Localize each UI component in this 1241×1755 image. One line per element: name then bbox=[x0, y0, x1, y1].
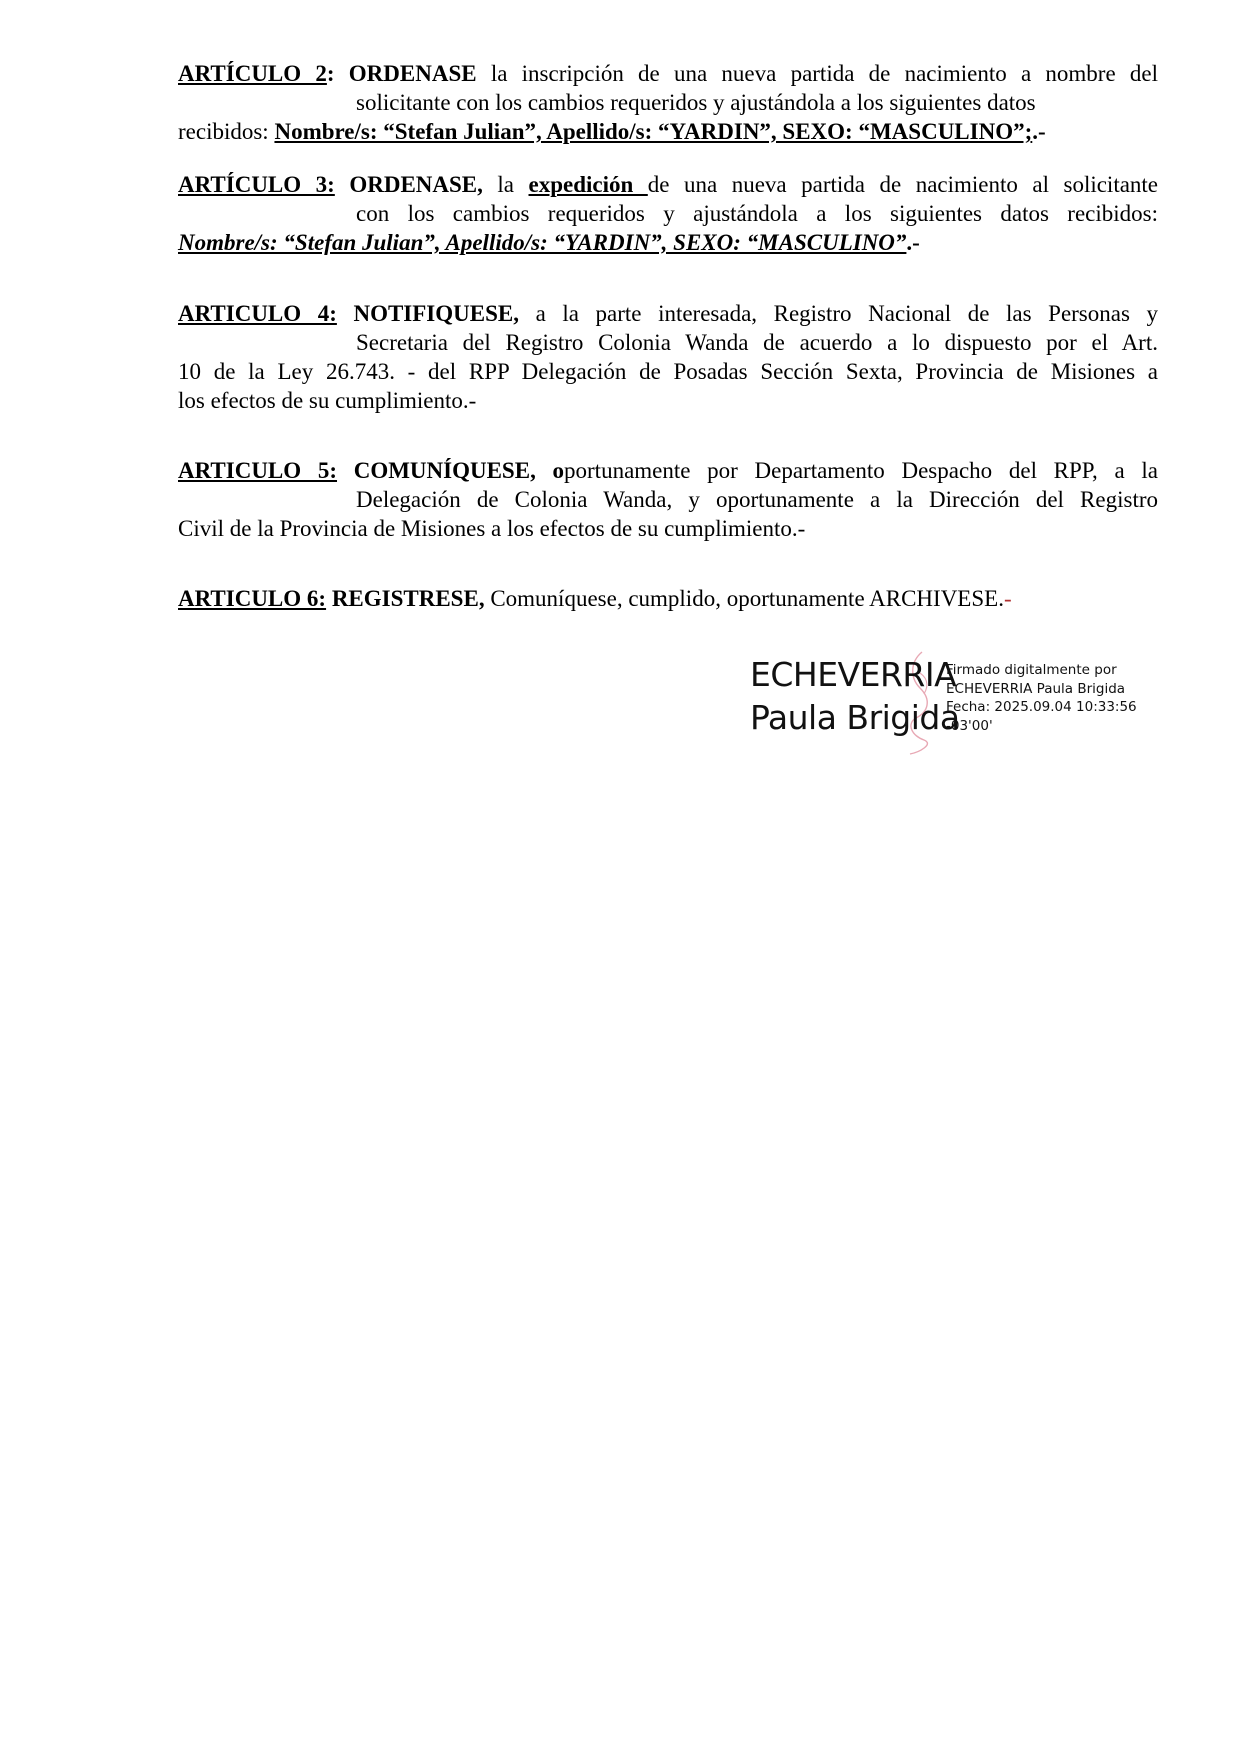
article-2-heading: ARTÍCULO 2 bbox=[178, 61, 327, 86]
article-3-verb: ORDENASE, bbox=[334, 172, 483, 197]
article-5 bbox=[178, 456, 1158, 543]
article-4-line-4: los efectos de su cumplimiento.- bbox=[178, 388, 477, 413]
article-6 bbox=[178, 584, 1158, 613]
article-5-line-3: Civil de la Provincia de Misiones a los efectos de su cumplimiento.- bbox=[178, 516, 806, 541]
article-5-heading: ARTICULO 5: bbox=[178, 458, 338, 483]
article-6-heading: ARTICULO 6: bbox=[178, 586, 327, 611]
signature-metadata bbox=[946, 661, 1137, 735]
article-2-verb: ORDENASE bbox=[334, 61, 477, 86]
article-2-line-3: recibidos: Nombre/s: “Stefan Julian”, Apellido/s: “YARDIN”, SEXO: “MASCULINO”;.- bbox=[178, 119, 1046, 144]
article-4-line-2: Secretaria del Registro Colonia Wanda de acuerdo a lo dispuesto por el Art. bbox=[356, 330, 1158, 355]
signature-meta-line-1: Firmado digitalmente por bbox=[946, 662, 1117, 678]
signature-meta-line-4: -03'00' bbox=[946, 717, 993, 734]
article-3-line-2: con los cambios requeridos y ajustándola a los siguientes datos recibidos: bbox=[356, 201, 1158, 226]
article-3-line-1: ARTÍCULO 3: ORDENASE, la expedición de una nueva partida de nacimiento al solicitante bbox=[178, 172, 1159, 197]
article-5-line-1: ARTICULO 5: COMUNÍQUESE, oportunamente por Departamento Despacho del RPP, a la bbox=[178, 458, 1158, 483]
article-2-line-2: solicitante con los cambios requeridos y ajustándola a los siguientes datos bbox=[356, 90, 1036, 115]
article-5-verb: COMUNÍQUESE, o bbox=[337, 458, 565, 483]
article-4-heading: ARTICULO 4: bbox=[178, 301, 337, 326]
article-4-verb: NOTIFIQUESE, bbox=[336, 301, 519, 326]
article-3 bbox=[178, 170, 1158, 257]
signature-meta-line-2: ECHEVERRIA Paula Brigida bbox=[946, 680, 1126, 697]
article-6-verb: REGISTRESE, bbox=[326, 586, 485, 611]
article-5-line-2: Delegación de Colonia Wanda, y oportunamente a la Dirección del Registro bbox=[356, 487, 1158, 512]
article-2-data: Nombre/s: “Stefan Julian”, Apellido/s: “YARDIN”, SEXO: “MASCULINO”; bbox=[274, 119, 1033, 144]
article-3-data: Nombre/s: “Stefan Julian”, Apellido/s: “YARDIN”, SEXO: “MASCULINO” bbox=[178, 230, 907, 255]
article-2-line-1: ARTÍCULO 2: ORDENASE la inscripción de una nueva partida de nacimiento a nombre del bbox=[178, 61, 1158, 86]
digital-signature bbox=[750, 653, 1170, 753]
article-3-heading: ARTÍCULO 3: bbox=[178, 172, 335, 197]
signature-meta-line-3: Fecha: 2025.09.04 10:33:56 bbox=[946, 699, 1137, 715]
article-6-line-1: ARTICULO 6: REGISTRESE, Comuníquese, cumplido, oportunamente ARCHIVESE.- bbox=[178, 586, 1012, 611]
signature-name-line-2: Paula Brigida bbox=[750, 698, 960, 737]
article-3-expedicion: expedición bbox=[528, 172, 648, 197]
article-2 bbox=[178, 59, 1158, 146]
article-3-line-3: Nombre/s: “Stefan Julian”, Apellido/s: “YARDIN”, SEXO: “MASCULINO”.- bbox=[178, 230, 920, 255]
signature-name-line-1: ECHEVERRIA bbox=[750, 655, 957, 694]
article-4 bbox=[178, 299, 1158, 415]
article-4-line-3: 10 de la Ley 26.743. - del RPP Delegación de Posadas Sección Sexta, Provincia de Misiones a bbox=[178, 359, 1158, 384]
article-4-line-1: ARTICULO 4: NOTIFIQUESE, a la parte interesada, Registro Nacional de las Personas y bbox=[178, 301, 1158, 326]
